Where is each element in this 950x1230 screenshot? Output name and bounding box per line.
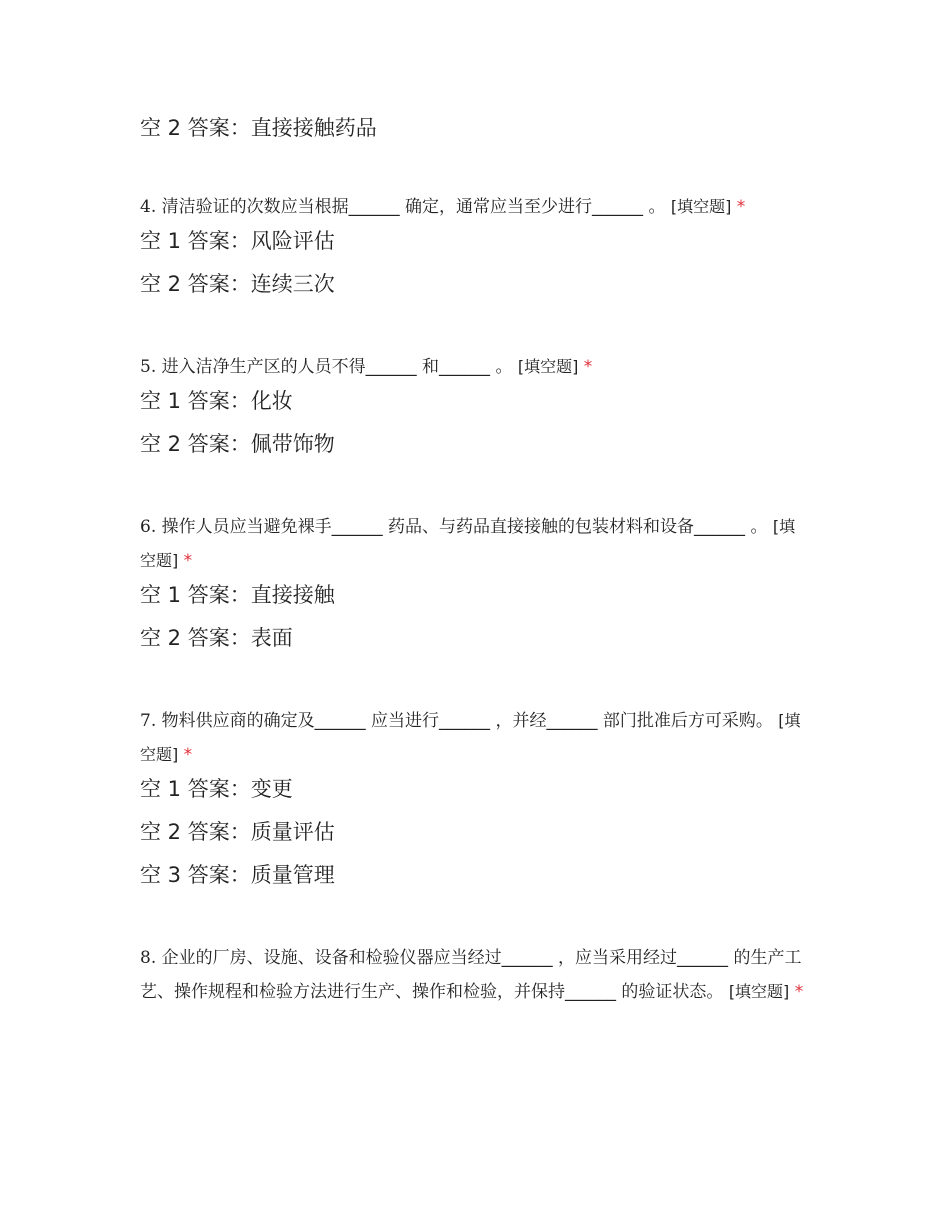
answer-q7-blank3: 空 3 答案：质量管理	[140, 863, 335, 887]
question-type-tag: [填空题]	[140, 517, 796, 570]
question-4	[140, 190, 805, 224]
question-type-tag: [填空题]	[140, 711, 801, 764]
answer-q4-blank2: 空 2 答案：连续三次	[140, 272, 335, 296]
question-text: 进入洁净生产区的人员不得______ 和______ 。	[161, 357, 513, 377]
survey-page	[140, 0, 805, 1009]
answer-q3-blank2: 空 2 答案：直接接触药品	[140, 116, 377, 140]
question-number: 8.	[140, 948, 157, 968]
question-number: 7.	[140, 711, 157, 731]
question-type-tag: [填空题]	[670, 197, 732, 216]
answer-q7-blank2: 空 2 答案：质量评估	[140, 820, 335, 844]
question-number: 5.	[140, 357, 157, 377]
answer-q7-blank1: 空 1 答案：变更	[140, 777, 293, 801]
question-block-7	[140, 704, 805, 889]
question-text: 物料供应商的确定及______ 应当进行______ ，并经______ 部门批准后方可采购。	[161, 711, 773, 731]
question-type-tag: [填空题]	[517, 357, 579, 376]
answer-q5-blank2: 空 2 答案：佩带饰物	[140, 432, 335, 456]
question-block-4	[140, 190, 805, 298]
question-6	[140, 510, 805, 578]
question-7	[140, 704, 805, 772]
required-marker: *	[583, 357, 593, 377]
required-marker: *	[736, 197, 746, 217]
answer-q4-blank1: 空 1 答案：风险评估	[140, 229, 335, 253]
question-text: 企业的厂房、设施、设备和检验仪器应当经过______ ，应当采用经过______ 的生产工艺、操作规程和检验方法进行生产、操作和检验，并保持______ 的验证状态。	[140, 948, 802, 1002]
required-marker: *	[183, 551, 193, 571]
question-text: 操作人员应当避免裸手______ 药品、与药品直接接触的包装材料和设备______ 。	[161, 517, 768, 537]
question-number: 6.	[140, 517, 157, 537]
question-5	[140, 350, 805, 384]
answer-q5-blank1: 空 1 答案：化妆	[140, 389, 293, 413]
answer-q6-blank2: 空 2 答案：表面	[140, 626, 293, 650]
question-type-tag: [填空题]	[728, 982, 790, 1001]
required-marker: *	[794, 982, 804, 1002]
answer-q6-blank1: 空 1 答案：直接接触	[140, 583, 335, 607]
question-number: 4.	[140, 197, 157, 217]
required-marker: *	[183, 745, 193, 765]
question-8	[140, 941, 805, 1009]
question-block-6	[140, 510, 805, 652]
question-block-5	[140, 350, 805, 458]
question-block-8	[140, 941, 805, 1009]
question-text: 清洁验证的次数应当根据______ 确定，通常应当至少进行______ 。	[161, 197, 666, 217]
